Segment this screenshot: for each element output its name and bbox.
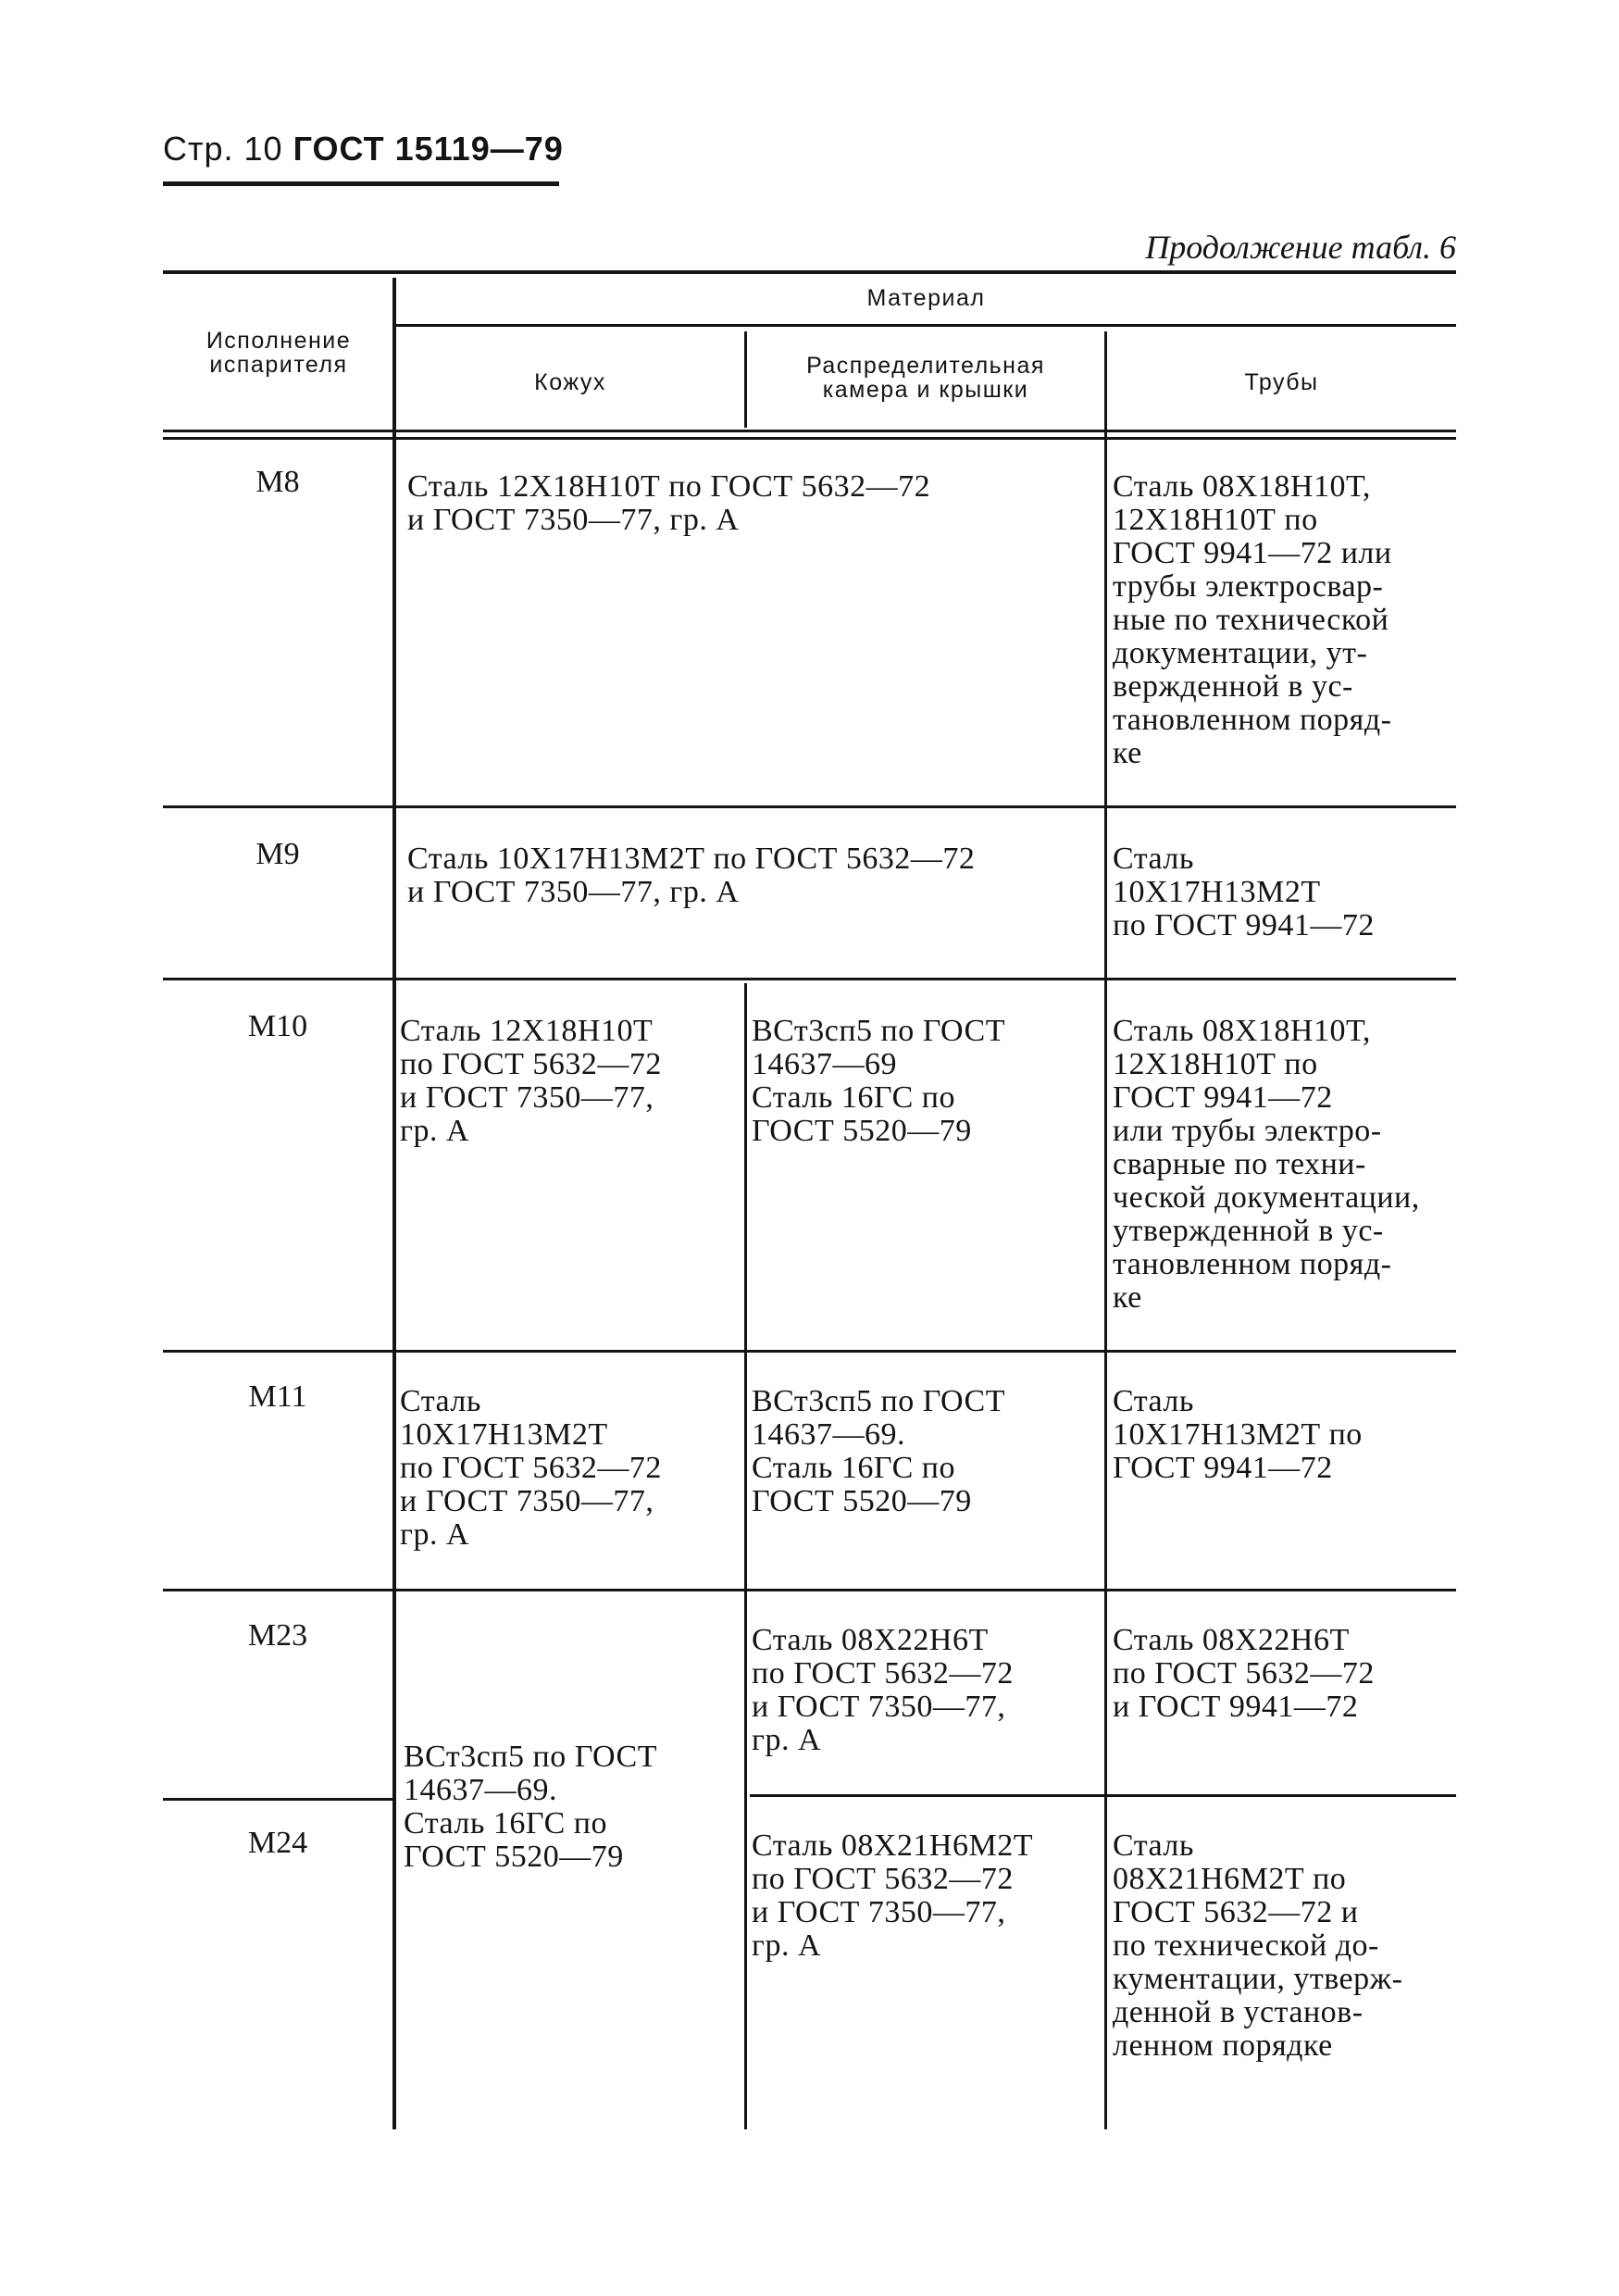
row-tubes-material: Сталь 08Х22Н6Т по ГОСТ 5632—72 и ГОСТ 9941—72: [1113, 1623, 1375, 1724]
column-header-chamber: Распределительная камера и крышки: [806, 353, 1045, 404]
row-divider: [163, 1589, 1456, 1591]
standard-number: ГОСТ 15119—79: [293, 130, 564, 168]
row-tubes-material: Сталь 08Х18Н10Т, 12Х18Н10Т по ГОСТ 9941—72 или трубы электро- сварные по техни- ческой документации, утвержденной в ус- тановленном поряд- ке: [1113, 1014, 1420, 1315]
column-header-shell: Кожух: [534, 369, 606, 395]
row-divider: [163, 978, 1456, 980]
row-chamber-material: ВСт3сп5 по ГОСТ 14637—69. Сталь 16ГС по ГОСТ 5520—79: [752, 1384, 1005, 1518]
row-chamber-material: Сталь 08Х22Н6Т по ГОСТ 5632—72 и ГОСТ 7350—77, гр. А: [752, 1623, 1014, 1757]
row-divider: [163, 1350, 1456, 1353]
column-rule: [744, 983, 747, 2129]
header-rule: [163, 181, 559, 186]
row-shell-material: Сталь 10Х17Н13М2Т по ГОСТ 5632—72 и ГОСТ 7350—77, гр. А: [400, 1384, 662, 1552]
header-double-rule-bottom: [163, 437, 1456, 440]
row-divider-partial: [163, 1798, 392, 1801]
page-header: [163, 130, 564, 168]
row-shell-chamber-material: Сталь 10Х17Н13М2Т по ГОСТ 5632—72 и ГОСТ 7350—77, гр. А: [407, 842, 976, 909]
row-divider-partial: [750, 1794, 1456, 1797]
row-tubes-material: Сталь 10Х17Н13М2Т по ГОСТ 9941—72: [1113, 842, 1375, 942]
row-model-label: М9: [255, 837, 300, 871]
row-chamber-material: Сталь 08Х21Н6М2Т по ГОСТ 5632—72 и ГОСТ 7350—77, гр. А: [752, 1828, 1033, 1963]
row-chamber-material: ВСт3сп5 по ГОСТ 14637—69 Сталь 16ГС по ГОСТ 5520—79: [752, 1014, 1005, 1148]
column-rule: [1104, 331, 1107, 2129]
row-tubes-material: Сталь 10Х17Н13М2Т по ГОСТ 9941—72: [1113, 1384, 1363, 1485]
table-top-rule: [163, 270, 1456, 274]
row-tubes-material: Сталь 08Х21Н6М2Т по ГОСТ 5632—72 и по технической до- кументации, утверж- денной в установ- ленном порядке: [1113, 1828, 1403, 2063]
material-header-rule: [396, 324, 1456, 327]
row-model-label: М10: [247, 1009, 308, 1043]
row-model-label: М8: [255, 465, 300, 499]
column-header-tubes: Трубы: [1244, 369, 1319, 395]
table-continuation-caption: Продолжение табл. 6: [1145, 229, 1456, 266]
row-divider: [163, 805, 1456, 808]
column-header-material: Материал: [866, 285, 986, 311]
page-number: Стр. 10: [163, 130, 283, 168]
header-double-rule-top: [163, 430, 1456, 432]
row-shell-chamber-material: Сталь 12Х18Н10Т по ГОСТ 5632—72 и ГОСТ 7350—77, гр. А: [407, 469, 931, 537]
row-model-label: М23: [247, 1618, 308, 1653]
row-model-label: М24: [247, 1826, 308, 1860]
shared-shell-material: ВСт3сп5 по ГОСТ 14637—69. Сталь 16ГС по ГОСТ 5520—79: [404, 1740, 657, 1874]
row-tubes-material: Сталь 08Х18Н10Т, 12Х18Н10Т по ГОСТ 9941—72 или трубы электросвар- ные по технической документации, ут- вержденной в ус- тановленном поряд- ке: [1113, 469, 1392, 770]
row-model-label: М11: [248, 1379, 307, 1414]
column-header-variant: Исполнение испарителя: [205, 328, 352, 379]
row-shell-material: Сталь 12Х18Н10Т по ГОСТ 5632—72 и ГОСТ 7350—77, гр. А: [400, 1014, 662, 1148]
